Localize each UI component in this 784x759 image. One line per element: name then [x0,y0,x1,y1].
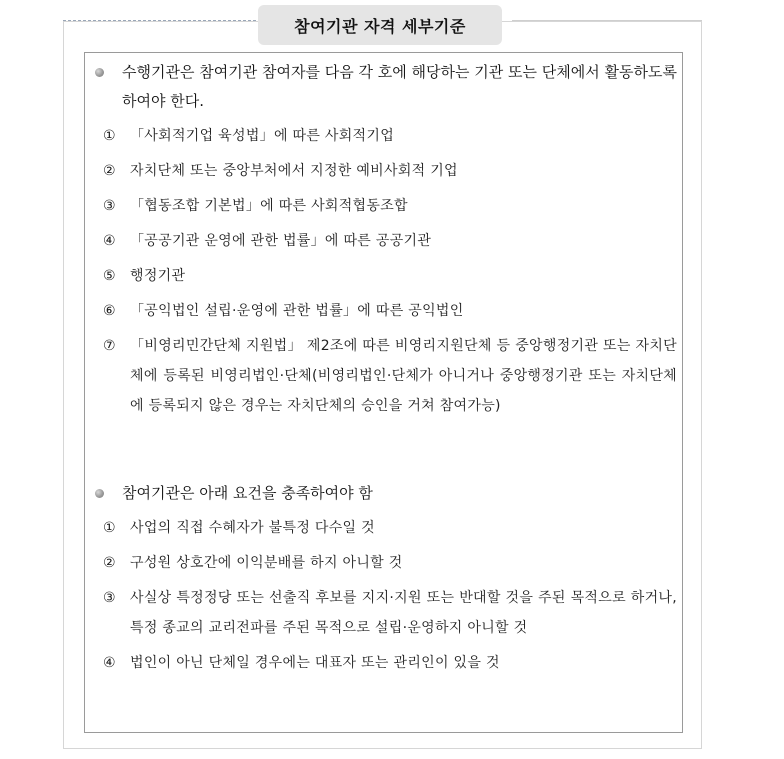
top-rule-left [63,20,261,21]
item-number: ① [103,520,116,536]
item-text: 「공익법인 설립·운영에 관한 법률」에 따른 공익법인 [130,303,464,319]
item-text: 「공공기관 운영에 관한 법률」에 따른 공공기관 [130,233,432,249]
item-text: 「사회적기업 육성법」에 따른 사회적기업 [130,128,395,144]
item-number: ③ [103,590,116,606]
list-item [95,548,677,578]
item-text: 사실상 특정정당 또는 선출직 후보를 지지·지원 또는 반대할 것을 주된 목적으로 하거나, 특정 종교의 교리전파를 주된 목적으로 설립·운영하지 아니할 것 [130,590,677,636]
bullet-icon [95,68,104,77]
list-item [95,513,677,543]
item-text: 행정기관 [130,268,186,284]
section-heading-text: 참여기관은 아래 요건을 충족하여야 함 [122,484,373,502]
item-number: ① [103,128,116,144]
requirement-list [95,513,677,678]
bullet-icon [95,489,104,498]
list-item [95,191,677,221]
eligible-organization-list [95,121,677,421]
list-item [95,331,677,421]
section-participant-placement [95,58,677,421]
list-item [95,648,677,678]
list-item [95,296,677,326]
list-item [95,121,677,151]
top-rule-right [512,20,702,21]
item-number: ⑤ [103,268,116,284]
list-item [95,226,677,256]
item-text: 「협동조합 기본법」에 따른 사회적협동조합 [130,198,408,214]
item-number: ② [103,163,116,179]
section-heading [95,479,677,508]
item-number: ③ [103,198,116,214]
item-number: ⑥ [103,303,116,319]
item-number: ④ [103,233,116,249]
section-heading-text: 수행기관은 참여기관 참여자를 다음 각 호에 해당하는 기관 또는 단체에서 활동하도록 하여야 한다. [122,63,677,110]
list-item [95,156,677,186]
item-number: ④ [103,655,116,671]
section-participant-requirements [95,479,677,678]
list-item [95,261,677,291]
item-number: ⑦ [103,338,116,354]
item-number: ② [103,555,116,571]
section-heading [95,58,677,116]
item-text: 자치단체 또는 중앙부처에서 지정한 예비사회적 기업 [130,163,458,179]
item-text: 구성원 상호간에 이익분배를 하지 아니할 것 [130,555,403,571]
item-text: 「비영리민간단체 지원법」 제2조에 따른 비영리지원단체 등 중앙행정기관 또는 자치단체에 등록된 비영리법인·단체(비영리법인·단체가 아니거나 중앙행정기관 또는 자치단체에 등록되지 않은 경우는 자치단체의 승인을 거쳐 참여가능) [130,338,677,414]
item-text: 사업의 직접 수혜자가 불특정 다수일 것 [130,520,375,536]
list-item [95,583,677,643]
page-title: 참여기관 자격 세부기준 [258,5,502,45]
item-text: 법인이 아닌 단체일 경우에는 대표자 또는 관리인이 있을 것 [130,655,500,671]
